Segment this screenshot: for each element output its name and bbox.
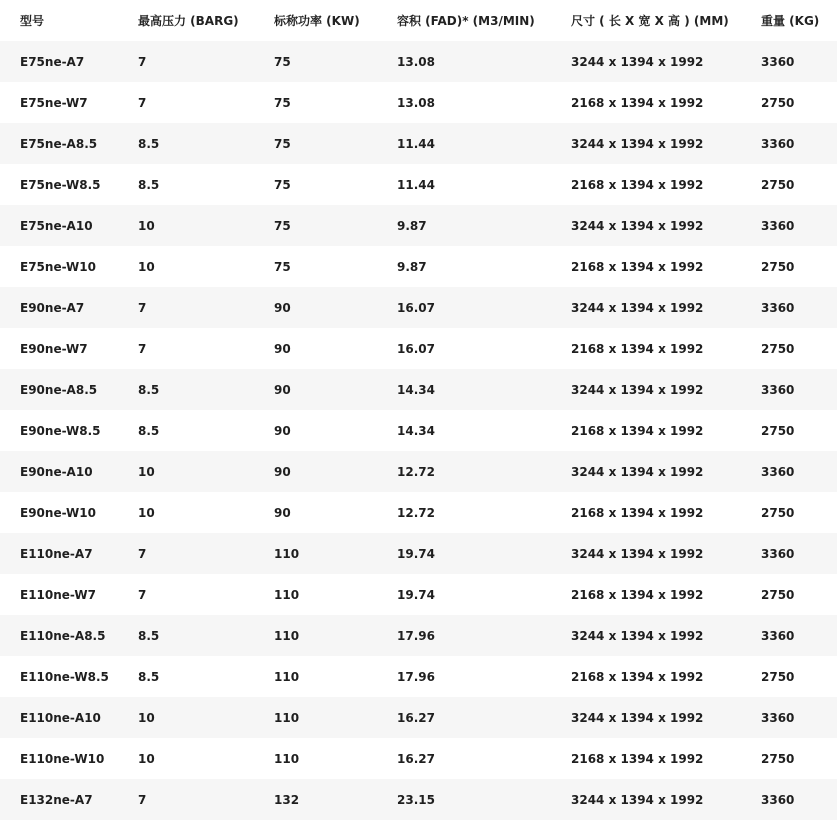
header-power: 标称功率 (KW) [274, 14, 360, 28]
cell-fad: 17.96 [397, 669, 435, 684]
cell-weight: 3360 [761, 792, 795, 807]
cell-dimensions: 2168 x 1394 x 1992 [571, 751, 704, 766]
cell-model: E110ne-W8.5 [20, 669, 109, 684]
table-row [0, 41, 837, 82]
table-row [0, 328, 837, 369]
table-row [0, 779, 837, 820]
table-row [0, 369, 837, 410]
cell-max-pressure: 7 [138, 792, 147, 807]
table-row [0, 246, 837, 287]
cell-weight: 3360 [761, 628, 795, 643]
table-row [0, 123, 837, 164]
cell-weight: 3360 [761, 464, 795, 479]
cell-weight: 2750 [761, 587, 795, 602]
cell-power: 132 [274, 792, 300, 807]
cell-dimensions: 3244 x 1394 x 1992 [571, 464, 704, 479]
cell-weight: 2750 [761, 423, 795, 438]
cell-power: 110 [274, 751, 300, 766]
cell-fad: 9.87 [397, 259, 427, 274]
cell-dimensions: 3244 x 1394 x 1992 [571, 546, 704, 561]
cell-model: E110ne-W10 [20, 751, 105, 766]
cell-max-pressure: 10 [138, 464, 155, 479]
cell-power: 110 [274, 710, 300, 725]
cell-dimensions: 3244 x 1394 x 1992 [571, 710, 704, 725]
cell-fad: 17.96 [397, 628, 435, 643]
cell-dimensions: 3244 x 1394 x 1992 [571, 218, 704, 233]
cell-weight: 3360 [761, 218, 795, 233]
cell-power: 90 [274, 382, 291, 397]
cell-power: 90 [274, 423, 291, 438]
cell-weight: 3360 [761, 710, 795, 725]
cell-dimensions: 2168 x 1394 x 1992 [571, 177, 704, 192]
cell-weight: 2750 [761, 259, 795, 274]
cell-fad: 19.74 [397, 587, 435, 602]
cell-fad: 16.07 [397, 300, 435, 315]
header-model: 型号 [20, 14, 45, 28]
cell-model: E110ne-A7 [20, 546, 93, 561]
cell-max-pressure: 7 [138, 300, 147, 315]
cell-max-pressure: 7 [138, 54, 147, 69]
cell-fad: 12.72 [397, 464, 435, 479]
cell-weight: 2750 [761, 751, 795, 766]
cell-max-pressure: 7 [138, 95, 147, 110]
header-weight: 重量 (KG) [761, 14, 820, 28]
table-row [0, 574, 837, 615]
table-row [0, 615, 837, 656]
cell-fad: 13.08 [397, 95, 435, 110]
cell-model: E75ne-W10 [20, 259, 96, 274]
cell-max-pressure: 10 [138, 710, 155, 725]
cell-model: E75ne-A10 [20, 218, 93, 233]
cell-max-pressure: 8.5 [138, 382, 160, 397]
cell-weight: 3360 [761, 136, 795, 151]
cell-weight: 2750 [761, 505, 795, 520]
table-row [0, 697, 837, 738]
cell-weight: 2750 [761, 177, 795, 192]
cell-fad: 9.87 [397, 218, 427, 233]
cell-power: 110 [274, 546, 300, 561]
cell-fad: 14.34 [397, 382, 435, 397]
cell-fad: 14.34 [397, 423, 435, 438]
cell-weight: 3360 [761, 300, 795, 315]
table-row [0, 738, 837, 779]
cell-max-pressure: 10 [138, 505, 155, 520]
cell-model: E90ne-W7 [20, 341, 88, 356]
cell-fad: 16.07 [397, 341, 435, 356]
cell-power: 75 [274, 54, 291, 69]
cell-weight: 2750 [761, 95, 795, 110]
table-row [0, 492, 837, 533]
cell-model: E75ne-W8.5 [20, 177, 101, 192]
cell-model: E110ne-A10 [20, 710, 101, 725]
table-row [0, 287, 837, 328]
cell-power: 75 [274, 218, 291, 233]
cell-fad: 16.27 [397, 710, 435, 725]
cell-power: 90 [274, 300, 291, 315]
cell-power: 110 [274, 669, 300, 684]
cell-fad: 11.44 [397, 177, 435, 192]
cell-power: 90 [274, 505, 291, 520]
cell-model: E90ne-A10 [20, 464, 93, 479]
cell-model: E110ne-W7 [20, 587, 96, 602]
cell-weight: 3360 [761, 382, 795, 397]
cell-model: E90ne-W8.5 [20, 423, 101, 438]
cell-model: E75ne-A7 [20, 54, 85, 69]
header-dimensions: 尺寸 ( 长 X 宽 X 高 ) (MM) [571, 14, 729, 28]
cell-dimensions: 3244 x 1394 x 1992 [571, 792, 704, 807]
cell-max-pressure: 10 [138, 259, 155, 274]
cell-dimensions: 2168 x 1394 x 1992 [571, 259, 704, 274]
table-row [0, 205, 837, 246]
cell-dimensions: 3244 x 1394 x 1992 [571, 136, 704, 151]
cell-max-pressure: 7 [138, 587, 147, 602]
cell-model: E90ne-A8.5 [20, 382, 98, 397]
cell-model: E90ne-A7 [20, 300, 85, 315]
cell-max-pressure: 8.5 [138, 177, 160, 192]
cell-max-pressure: 10 [138, 218, 155, 233]
header-row [0, 0, 837, 41]
header-max-pressure: 最高压力 (BARG) [138, 14, 239, 28]
cell-power: 110 [274, 587, 300, 602]
cell-weight: 3360 [761, 546, 795, 561]
cell-dimensions: 3244 x 1394 x 1992 [571, 382, 704, 397]
cell-max-pressure: 8.5 [138, 628, 160, 643]
cell-power: 90 [274, 341, 291, 356]
cell-fad: 11.44 [397, 136, 435, 151]
table-row [0, 82, 837, 123]
cell-model: E132ne-A7 [20, 792, 93, 807]
cell-fad: 12.72 [397, 505, 435, 520]
cell-max-pressure: 10 [138, 751, 155, 766]
cell-fad: 23.15 [397, 792, 435, 807]
cell-dimensions: 2168 x 1394 x 1992 [571, 669, 704, 684]
table-row [0, 451, 837, 492]
cell-model: E75ne-A8.5 [20, 136, 98, 151]
cell-dimensions: 2168 x 1394 x 1992 [571, 341, 704, 356]
cell-dimensions: 2168 x 1394 x 1992 [571, 423, 704, 438]
cell-dimensions: 2168 x 1394 x 1992 [571, 95, 704, 110]
table-row [0, 656, 837, 697]
cell-max-pressure: 8.5 [138, 669, 160, 684]
cell-model: E75ne-W7 [20, 95, 88, 110]
cell-weight: 2750 [761, 341, 795, 356]
cell-power: 75 [274, 259, 291, 274]
cell-weight: 2750 [761, 669, 795, 684]
cell-max-pressure: 8.5 [138, 423, 160, 438]
cell-power: 110 [274, 628, 300, 643]
cell-fad: 19.74 [397, 546, 435, 561]
cell-fad: 13.08 [397, 54, 435, 69]
cell-dimensions: 3244 x 1394 x 1992 [571, 54, 704, 69]
cell-dimensions: 2168 x 1394 x 1992 [571, 505, 704, 520]
cell-max-pressure: 7 [138, 341, 147, 356]
table-row [0, 533, 837, 574]
cell-dimensions: 3244 x 1394 x 1992 [571, 628, 704, 643]
cell-dimensions: 2168 x 1394 x 1992 [571, 587, 704, 602]
table-row [0, 164, 837, 205]
cell-power: 75 [274, 136, 291, 151]
cell-fad: 16.27 [397, 751, 435, 766]
cell-dimensions: 3244 x 1394 x 1992 [571, 300, 704, 315]
cell-model: E90ne-W10 [20, 505, 96, 520]
cell-model: E110ne-A8.5 [20, 628, 106, 643]
header-fad: 容积 (FAD)* (M3/MIN) [397, 14, 535, 28]
cell-max-pressure: 8.5 [138, 136, 160, 151]
cell-power: 75 [274, 177, 291, 192]
cell-max-pressure: 7 [138, 546, 147, 561]
cell-weight: 3360 [761, 54, 795, 69]
cell-power: 90 [274, 464, 291, 479]
table-row [0, 410, 837, 451]
cell-power: 75 [274, 95, 291, 110]
